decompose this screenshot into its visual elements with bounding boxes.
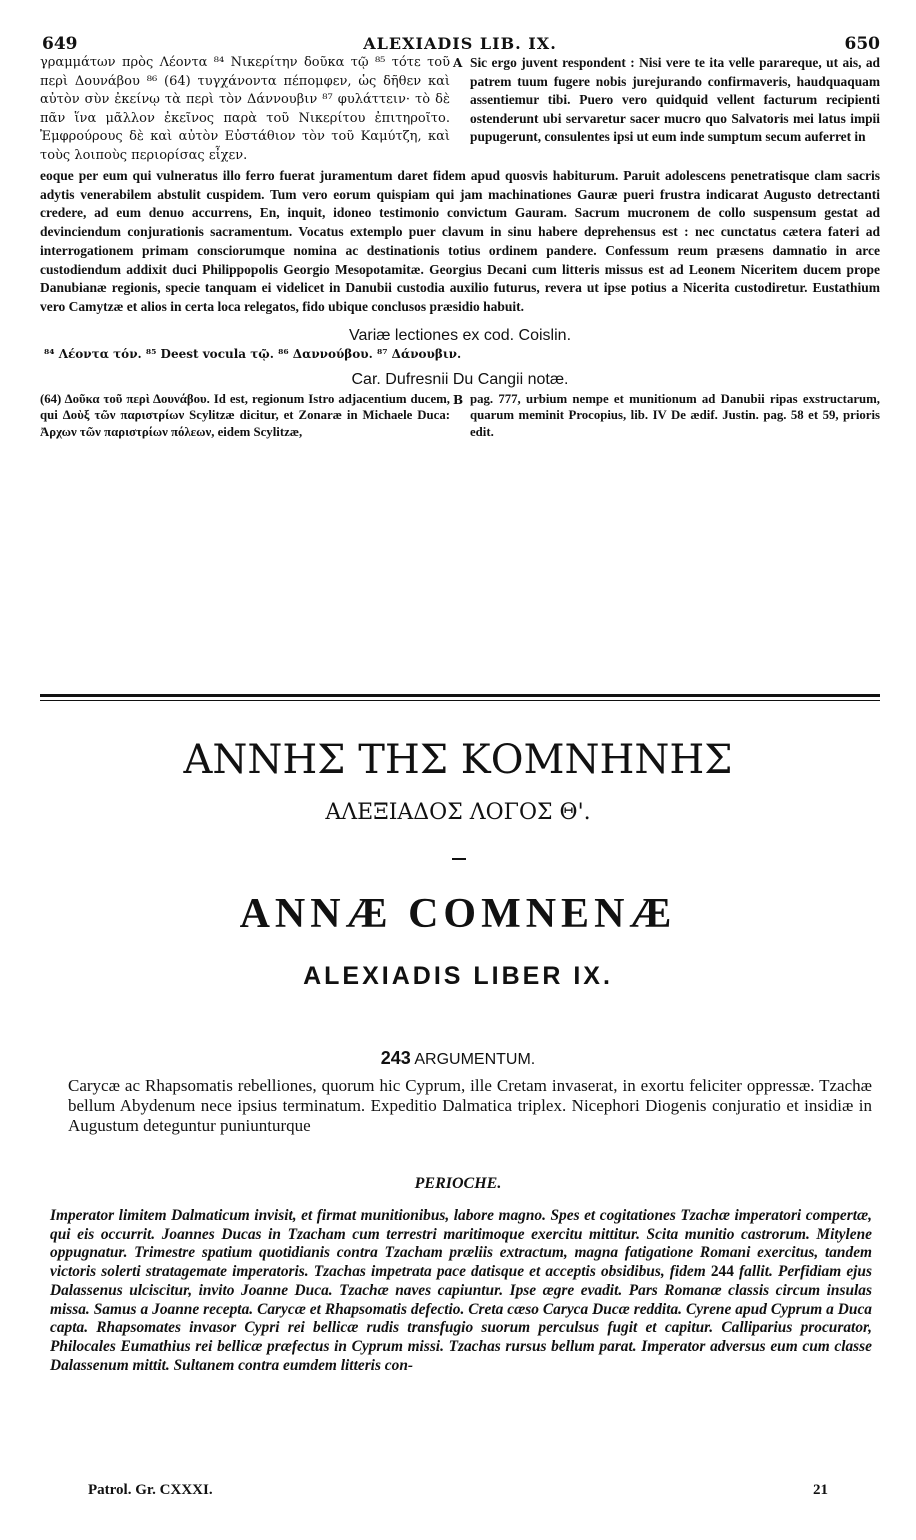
left-page-number: 649	[42, 34, 78, 54]
argumentum-heading	[0, 1048, 916, 1069]
variae-readings: ⁸⁴ Λέοντα τόν. ⁸⁵ Deest vocula τῷ. ⁸⁶ Δαννούβου. ⁸⁷ Δάνουβιν.	[44, 346, 462, 361]
page-footer	[88, 1482, 828, 1499]
perioche-number: 244	[710, 1263, 734, 1281]
argumentum-label: ARGUMENTUM.	[414, 1051, 536, 1068]
latin-column: Sic ergo juvent respondent : Nisi vere te ita velle parareque, ut ais, ad patrem tuum fugere nobis jurejurando confirmaveris, haudquaquam assentiemur tibi. Puero vero quidquid vellent facturum recipienti ostenderunt ubi servaretur sacer mucro quo Salvatoris mei latus impii pupugerunt, consulentes ipsi ut eum inde sumptum secum auferret in	[470, 55, 880, 144]
note-right: pag. 777, urbium nempe et munitionum ad Danubii ripas exstructarum, quarum meminit Procopius, lib. IV De ædif. Justin. pag. 58 et 59, prioris edit.	[470, 391, 880, 439]
parallel-columns	[40, 54, 880, 165]
argumentum-text: Carycæ ac Rhapsomatis rebelliones, quorum hic Cyprum, ille Cretam invaserat, in exortu feliciter oppressæ. Tzachæ bellum Abydenum nece ipsius terminatum. Expeditio Dalmatica triplex. Nicephori Diogenis conjuratio et insidiæ in Augustum deteguntur puniunturque	[68, 1076, 872, 1135]
latin-book-title: ANNÆ COMNENÆ	[239, 891, 677, 937]
greek-book-title: ΑΝΝΗΣ ΤΗΣ ΚΟΜΝΗΝΗΣ	[183, 737, 733, 783]
right-page-number: 650	[844, 34, 880, 54]
argumentum-number: 243	[380, 1048, 411, 1068]
latin-book-subtitle: ALEXIADIS LIBER IX.	[303, 962, 613, 990]
perioche-text-a: Imperator limitem Dalmaticum invisit, et firmat munitionibus, labore magno. Spes et cogitationes Tzachæ imperatori compertæ, qui eis occurrit. Joannes Ducas in Tzacham cum terrestri maritimoque exercitu mittitur. Scita munitio castrorum. Mitylene oppugnatur. Trimestre spatium quotidianis contra Tzacham præliis extractum, magna fatigatione Romani exercitus, tandem victoris solerti stratagemate imperatoris. Tzachas impetrata pace datisque et acceptis obsidibus, fidem	[50, 1207, 872, 1281]
running-title: ALEXIADIS LIB. IX.	[363, 34, 557, 53]
notes-columns	[40, 391, 880, 441]
margin-marker-b: B	[453, 392, 464, 407]
perioche-text	[50, 1207, 872, 1375]
running-head	[40, 28, 880, 54]
greek-book-subtitle: ΑΛΕΞΙΑΔΟΣ ΛΟΓΟΣ Θ'.	[325, 800, 591, 825]
note-left: (64) Δοῦκα τοῦ περὶ Δουνάβου. Id est, regionum Istro adjacentium ducem, qui Δοὺξ τῶν παριστρίων Scylitzæ dicitur, et Zonaræ in Michaele Duca: Ἀρχων τῶν παριστρίων πόλεων, eidem Scylitzæ,	[40, 391, 450, 439]
divider-thin	[40, 700, 880, 701]
variae-title: Variæ lectiones ex cod. Coislin.	[348, 326, 572, 344]
footer-series: Patrol. Gr. CXXXI.	[88, 1482, 213, 1498]
notes-title: Car. Dufresnii Du Cangii notæ.	[351, 370, 569, 388]
perioche-heading: PERIOCHE.	[414, 1175, 502, 1192]
title-dash	[452, 858, 466, 860]
footer-signature: 21	[813, 1482, 828, 1498]
page	[40, 28, 880, 440]
perioche-text-b: fallit. Perfidiam ejus Dalassenus ulciscitur, invito Joanne Duca. Tzachæ naves capiuntur. Ipse ægre evadit. Pars Romanæ classis circum insulas missa. Samus a Joanne recepta. Carycæ et Rhapsomatis defectio. Creta cæso Caryca Ducæ reddita. Cyrene apud Cyprum a Duca capta. Rhapsomates invasor Cypri rei bellicæ rudis transfugio suorum perculsus fugit et capitur. Calliparius procurator, Philocales Eumathius rei bellicæ præfectus in Cyprum missi. Tzachas rursus bellum parat. Imperator adversus eum cum classe Dalassenum mittit. Sultanem contra eumdem litteris con-	[50, 1263, 872, 1374]
continued-latin-text: eoque per eum qui vulneratus illo ferro fuerat juramentum daret fidem apud quosvis habiturum. Paruit adolescens penetratisque clam sacris adytis venerabilem abstulit cuspidem. Tum vero eorum quispiam qui jam machinationes Gauræ pueri frustra indicarat Augusto detrectanti credere, ad eum denuo accurrens, En, inquit, idoneo testimonio convictum Gauram. Sacrum mucronem de collo suspensum gestat ad devinciendum conjurationis sacramentum. Vocatus extemplo puer clavum in sinu habere deprehensus est : nec cunctatus cætera fateri ad interrogationem primam consciorumque nomina ac destinationis totius ordinem pandere. Confessum reum præsens damnatio in arce custodiendum addixit duci Philippopolis Georgio Mesopotamitæ. Georgius Decani cum litteris missus est ad Leonem Niceritem ducem prope Danubianæ regionis, specie tanquam ei videlicet in Danubii custodia auxilio futurus, revera ut ipse potius a Nicerita custodiretur. Eustathium vero Camytzæ et alios in certa loca relegatos, fido ubique conclusos præsidio habuit.	[40, 168, 880, 314]
divider-thick	[40, 694, 880, 697]
greek-column: γραμμάτων πρὸς Λέοντα ⁸⁴ Νικερίτην δοῦκα τῷ ⁸⁵ τότε τοῦ περὶ Δουνάβου ⁸⁶ (64) τυγχάνοντα πέπομφεν, ὡς δῆθεν καὶ αὐτὸν σὺν ἐκείνῳ τὰ περὶ τὸν Δάννουβιν ⁸⁷ φυλάττειν· τὸ δὲ πᾶν ἵνα μᾶλλον ἐκεῖνος παρὰ τοῦ Νικερίτου ἐπιτηροῖτο. Ἐμφρούρους δὲ καὶ αὐτὸν Εὐστάθιον τὸν τοῦ Καμύτζη, καὶ τοὺς λοιποὺς περιορίσας εἶχεν.	[40, 55, 450, 163]
margin-marker-a: A	[453, 56, 463, 70]
